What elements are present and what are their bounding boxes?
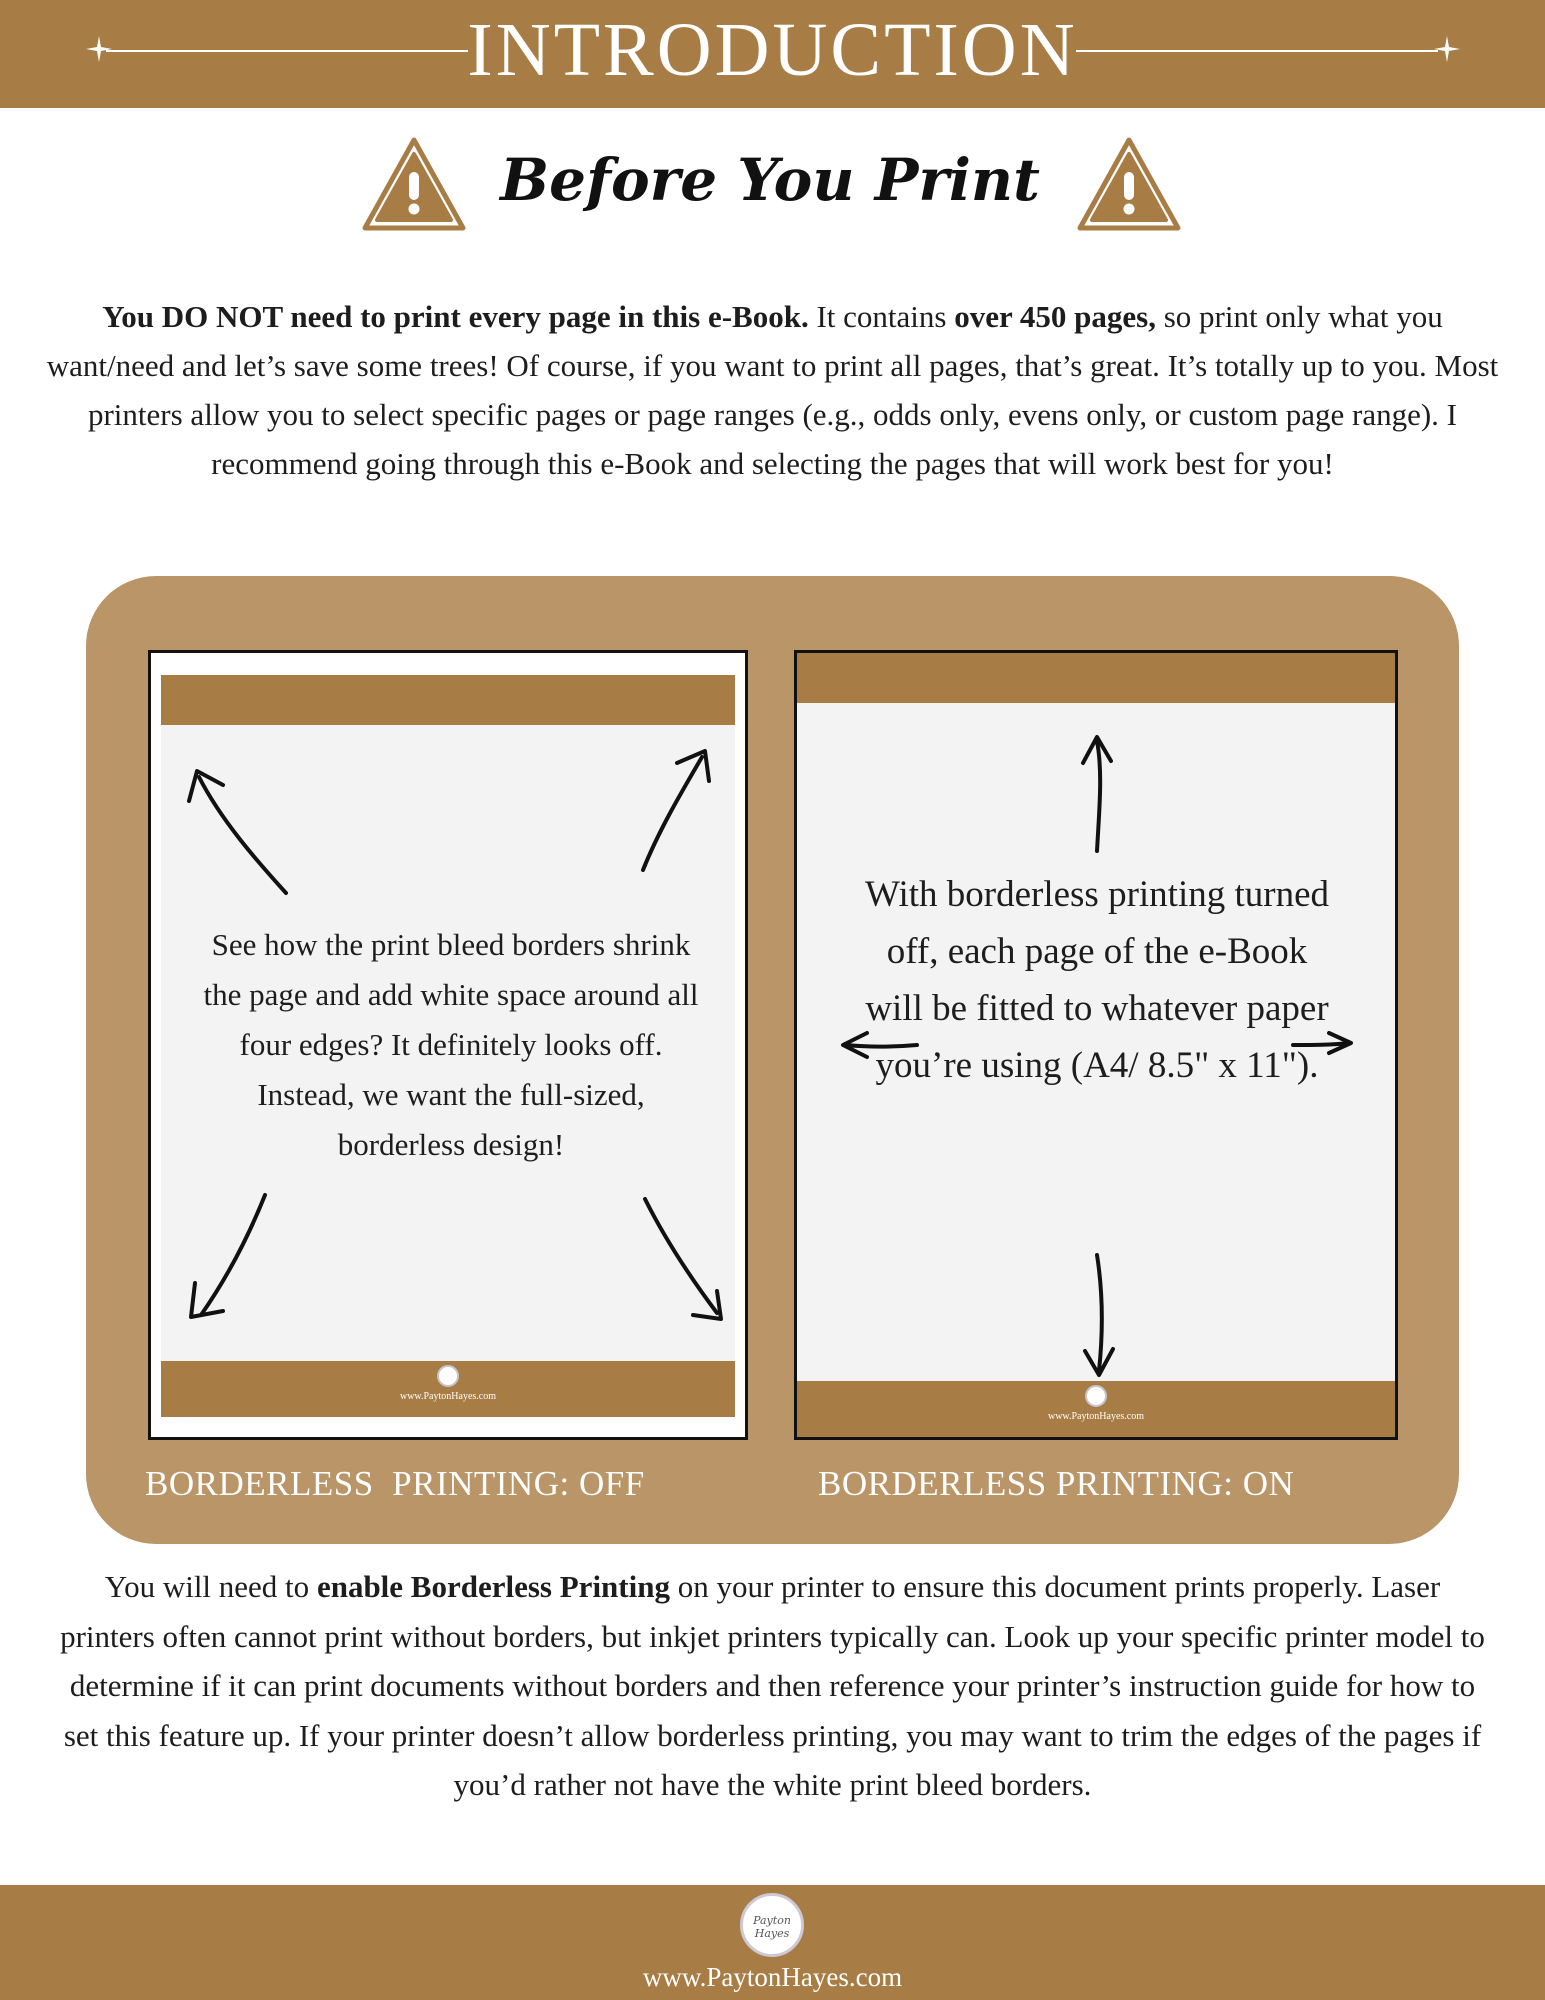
closing-bold: enable Borderless Printing	[316, 1569, 670, 1604]
arrow-head-icon	[677, 751, 709, 781]
arrow-icons	[797, 653, 1395, 1437]
warning-triangle-icon	[1074, 134, 1184, 236]
label-borderless-off: BORDERLESS PRINTING: OFF	[145, 1464, 645, 1503]
page-title: INTRODUCTION	[467, 8, 1078, 92]
arrow-down-icon	[1097, 1255, 1102, 1371]
footer-url: www.PaytonHayes.com	[642, 1962, 903, 1992]
label-borderless-on: BORDERLESS PRINTING: ON	[818, 1464, 1295, 1503]
intro-text: It contains	[808, 299, 955, 334]
logo-badge	[740, 1893, 804, 1957]
example-page-body	[161, 675, 735, 1417]
arrow-up-right-icon	[643, 757, 702, 870]
closing-text: on your printer to ensure this document prints properly. Laser printers often cannot print without borders, but inkjet printers typically can. Look up your specific printer model to determine if it can print documents without borders and then reference your printer’s instruction guide for how to set this feature up. If your printer doesn’t allow borderless printing, you may want to trim the edges of the pages if you’d rather not have the white print bleed borders.	[60, 1569, 1485, 1802]
intro-page-count: over 450 pages,	[954, 299, 1156, 334]
closing-paragraph	[60, 1562, 1485, 1810]
example-page-borderless	[794, 650, 1398, 1440]
arrow-icons	[161, 675, 735, 1417]
example-page-footer-bar	[797, 1381, 1395, 1437]
intro-paragraph	[40, 292, 1505, 488]
section-subtitle: Before You Print	[500, 146, 1040, 214]
arrow-down-right-icon	[645, 1199, 717, 1313]
intro-bold-statement: You DO NOT need to print every page in this e-Book.	[102, 299, 809, 334]
example-page-borders	[148, 650, 748, 1440]
arrow-up-icon	[1097, 741, 1100, 851]
arrow-down-left-icon	[201, 1195, 265, 1315]
closing-text: You will need to	[104, 1569, 317, 1604]
example-page-url: www.PaytonHayes.com	[1047, 1411, 1144, 1422]
intro-text: so print only what you want/need and let’s save some trees! Of course, if you want to print all pages, that’s great. It’s totally up to you. Most printers allow you to select specific pages or page ranges (e.g., odds only, evens only, or custom page range). I recommend going through this e-Book and selecting the pages that will work best for you!	[46, 299, 1499, 481]
example-on-caption: With borderless printing turned off, each page of the e-Book will be fitted to whatever paper you’re using (A4/ 8.5" x 11").	[865, 874, 1329, 1086]
arrow-left-icon	[845, 1045, 917, 1047]
arrow-up-left-icon	[199, 777, 286, 893]
warning-triangle-icon	[359, 134, 469, 236]
logo-badge	[1085, 1385, 1107, 1407]
logo-text: Payton Hayes	[753, 1914, 791, 1940]
logo-badge	[437, 1365, 459, 1387]
example-off-caption: See how the print bleed borders shrink the page and add white space around all four edges? It definitely looks off. Instead, we want the full-sized, borderless design!	[203, 927, 699, 1162]
example-page-body	[797, 653, 1395, 1437]
arrow-right-icon	[1293, 1043, 1349, 1045]
example-page-footer-bar	[161, 1361, 735, 1417]
example-page-url: www.PaytonHayes.com	[399, 1391, 496, 1402]
